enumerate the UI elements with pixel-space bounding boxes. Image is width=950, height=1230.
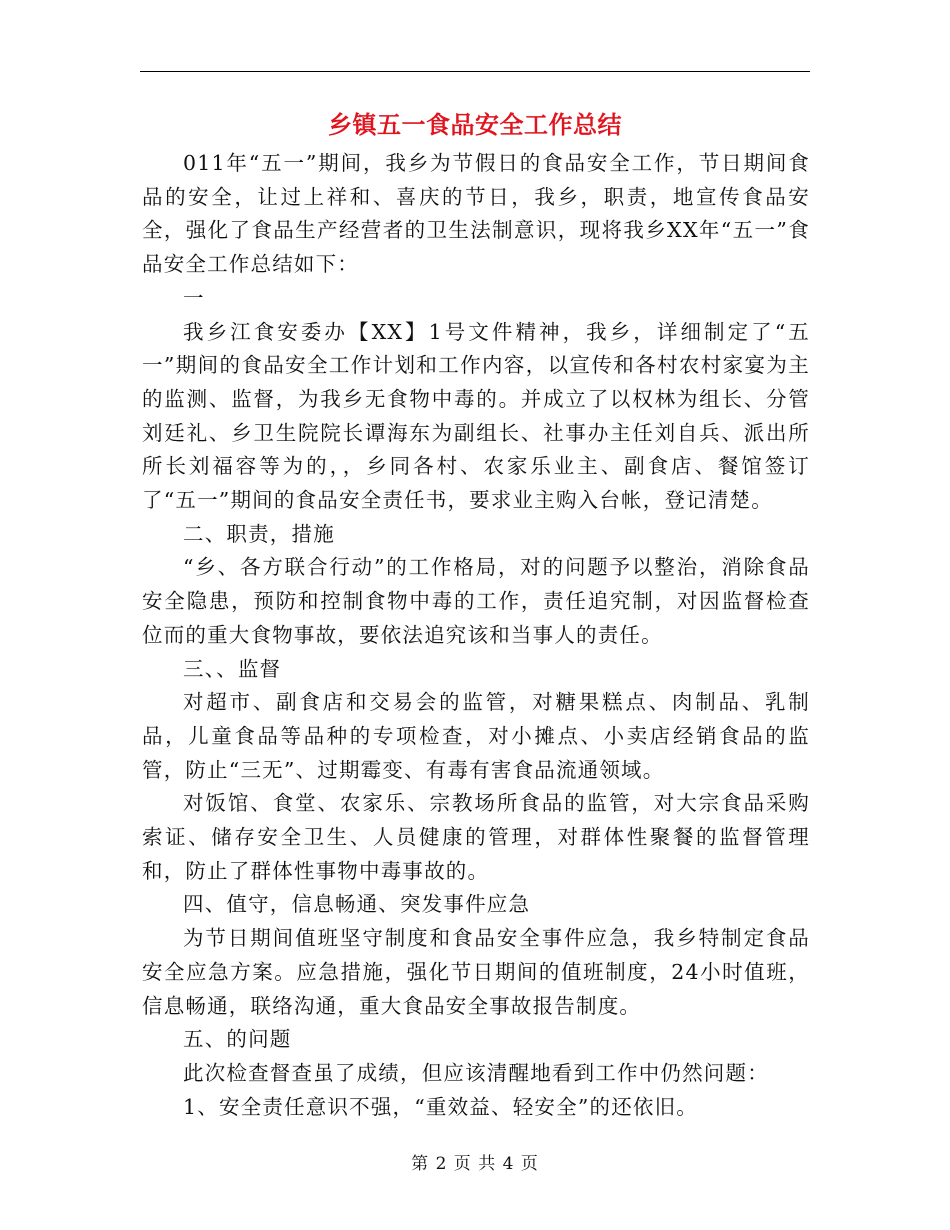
section-heading-4: 四、值守，信息畅通、突发事件应急 — [183, 892, 531, 917]
page-title: 乡镇五一食品安全工作总结 — [328, 110, 622, 139]
section-heading-3: 三、、监督 — [183, 656, 282, 681]
document-body — [142, 147, 810, 1124]
section-heading-2: 二、职责，措施 — [183, 521, 335, 546]
paragraph-section-3b: 对饭馆、食堂、农家乐、宗教场所食品的监管，对大宗食品采购索证、储存安全卫生、人员健康的管理，对群体性聚餐的监督管理和，防止了群体性事物中毒事故的。 — [142, 791, 810, 883]
paragraph-section-2: “乡、各方联合行动”的工作格局，对的问题予以整治，消除食品安全隐患，预防和控制食物中毒的工作，责任追究制，对因监督检查位而的重大食物事故，要依法追究该和当事人的责任。 — [142, 555, 810, 647]
paragraph-intro: 011年“五一”期间，我乡为节假日的食品安全工作，节日期间食品的安全，让过上祥和、喜庆的节日，我乡，职责，地宣传食品安全，强化了食品生产经营者的卫生法制意识，现将我乡XX年“五一”食品安全工作总结如下： — [142, 151, 810, 277]
page-number: 第 2 页 共 4 页 — [411, 1154, 539, 1174]
paragraph-section-1: 我乡江食安委办【XX】1号文件精神，我乡，详细制定了“五一”期间的食品安全工作计划和工作内容，以宣传和各村农村家宴为主的监测、监督，为我乡无食物中毒的。并成立了以权林为组长、分管刘廷礼、乡卫生院院长谭海东为副组长、社事办主任刘自兵、派出所所长刘福容等为的，，乡同各村、农家乐业主、副食店、餐馆签订了“五一”期间的食品安全责任书，要求业主购入台帐，登记清楚。 — [142, 319, 810, 513]
paragraph-section-3a: 对超市、副食店和交易会的监管，对糖果糕点、肉制品、乳制品，儿童食品等品种的专项检查，对小摊点、小卖店经销食品的监管，防止“三无”、过期霉变、有毒有害食品流通领域。 — [142, 690, 810, 782]
paragraph-section-5: 此次检查督查虽了成绩，但应该清醒地看到工作中仍然问题： — [183, 1060, 769, 1085]
section-heading-5: 五、的问题 — [183, 1027, 292, 1052]
paragraph-section-4: 为节日期间值班坚守制度和食品安全事件应急，我乡特制定食品安全应急方案。应急措施，强化节日期间的值班制度，24小时值班，信息畅通，联络沟通，重大食品安全事故报告制度。 — [142, 926, 810, 1018]
paragraph-issue-1: 1、安全责任意识不强，“重效益、轻安全”的还依旧。 — [183, 1094, 699, 1119]
header-rule — [140, 71, 810, 72]
section-heading-1: 一 — [183, 285, 205, 310]
